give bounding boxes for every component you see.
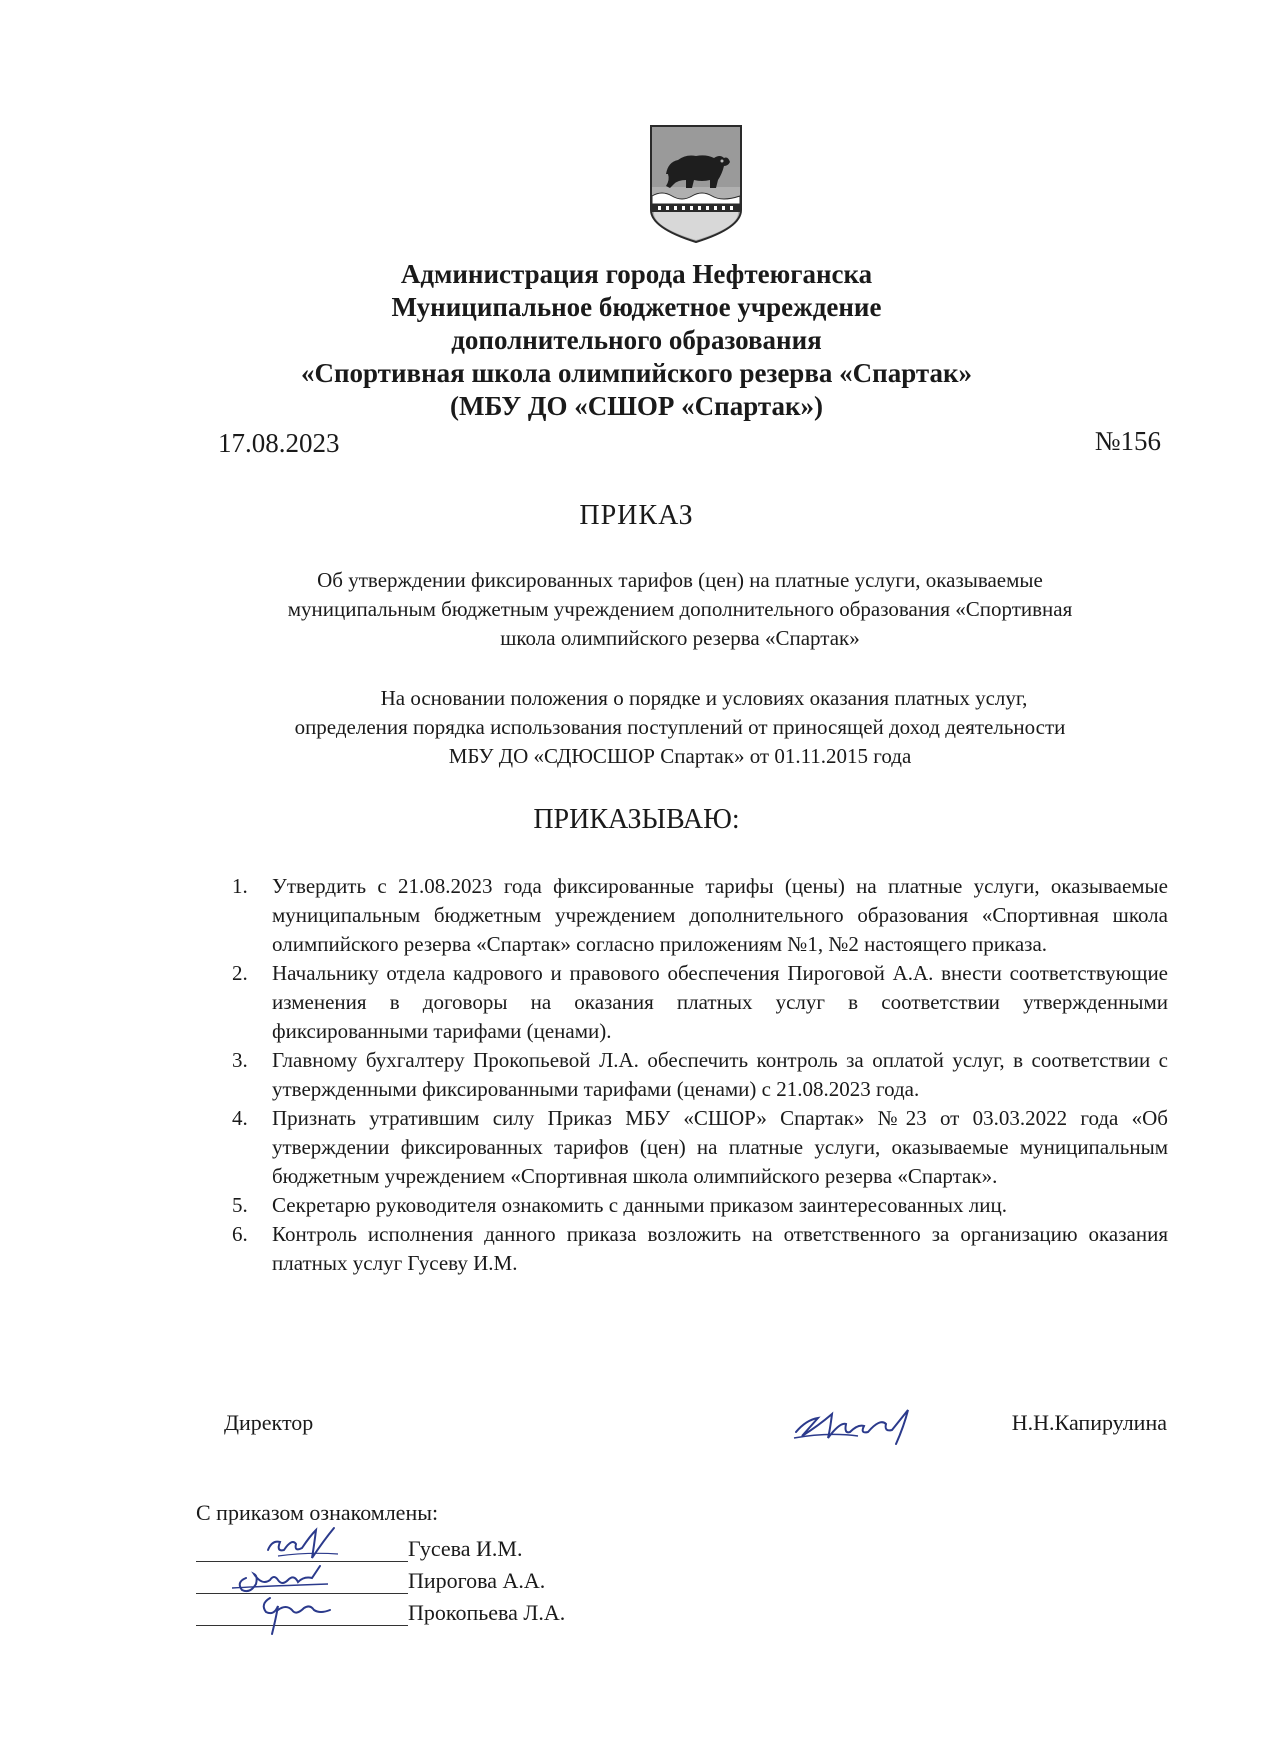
document-number: №156: [1094, 426, 1161, 456]
list-item: [228, 959, 1168, 1046]
header-line-institution: Муниципальное бюджетное учреждение: [391, 292, 882, 322]
basis-line: МБУ ДО «СДЮСШОР Спартак» от 01.11.2015 года: [448, 744, 912, 768]
acknowledged-person: Пирогова А.А.: [408, 1568, 546, 1593]
item-number: 1.: [232, 874, 248, 898]
organization-header: [0, 258, 1273, 423]
acknowledged-person: Гусева И.М.: [408, 1536, 523, 1561]
item-text: Утвердить с 21.08.2023 года фиксированные тарифы (цены) на платные услуги, оказываемые муниципальным бюджетным учреждением дополнительного образования «Спортивная школа олимпийского резерва «Спартак» согласно приложениям №1, №2 настоящего приказа.: [272, 874, 1168, 956]
list-item: [228, 1046, 1168, 1104]
header-line-abbreviation: (МБУ ДО «СШОР «Спартак»): [449, 391, 824, 421]
item-text: Секретарю руководителя ознакомить с данными приказом заинтересованных лиц.: [272, 1193, 1007, 1217]
document-date: 17.08.2023: [218, 428, 340, 458]
header-line-administration: Администрация города Нефтеюганска: [400, 259, 873, 289]
list-item: [228, 872, 1168, 959]
item-number: 6.: [232, 1222, 248, 1246]
order-subject: [200, 566, 1160, 653]
item-number: 2.: [232, 961, 248, 985]
list-item: [228, 1191, 1168, 1220]
item-text: Признать утратившим силу Приказ МБУ «СШОР» Спартак» №23 от 03.03.2022 года «Об утверждении фиксированных тарифов (цен) на платные услуги, оказываемые муниципальным бюджетным учреждением «Спортивная школа олимпийского резерва «Спартак».: [272, 1106, 1168, 1188]
item-text: Главному бухгалтеру Прокопьевой Л.А. обеспечить контроль за оплатой услуг, в соответствии с утвержденными фиксированными тарифами (ценами) с 21.08.2023 года.: [272, 1048, 1168, 1101]
document-type-title: ПРИКАЗ: [579, 500, 694, 531]
acknowledgement-title: С приказом ознакомлены:: [196, 1500, 439, 1525]
item-number: 4.: [232, 1106, 248, 1130]
item-number: 3.: [232, 1048, 248, 1072]
order-basis: [200, 684, 1160, 771]
header-line-school-name: «Спортивная школа олимпийского резерва «Спартак»: [300, 358, 973, 388]
coat-of-arms-emblem: [648, 124, 744, 246]
item-number: 5.: [232, 1193, 248, 1217]
subject-line: муниципальным бюджетным учреждением дополнительного образования «Спортивная: [287, 597, 1073, 621]
header-line-education: дополнительного образования: [451, 325, 822, 355]
basis-line: На основании положения о порядке и условиях оказания платных услуг,: [380, 686, 1028, 710]
list-item: [228, 1220, 1168, 1278]
order-items-list: [228, 872, 1168, 1278]
acknowledged-person: Прокопьева Л.А.: [408, 1600, 566, 1625]
item-text: Контроль исполнения данного приказа возложить на ответственного за организацию оказания платных услуг Гусеву И.М.: [272, 1222, 1168, 1275]
item-text: Начальнику отдела кадрового и правового обеспечения Пироговой А.А. внести соответствующие изменения в договоры на оказания платных услуг в соответствии утвержденными фиксированными тарифами (ценами).: [272, 961, 1168, 1043]
director-name: Н.Н.Капирулина: [1011, 1410, 1167, 1435]
subject-line: Об утверждении фиксированных тарифов (цен) на платные услуги, оказываемые: [317, 568, 1043, 592]
basis-line: определения порядка использования поступлений от приносящей доход деятельности: [294, 715, 1066, 739]
list-item: [228, 1104, 1168, 1191]
subject-line: школа олимпийского резерва «Спартак»: [500, 626, 860, 650]
director-signature: [788, 1396, 924, 1452]
order-directive-word: ПРИКАЗЫВАЮ:: [533, 804, 740, 835]
director-title: Директор: [224, 1410, 314, 1435]
signature-prokopieva: [250, 1588, 360, 1636]
